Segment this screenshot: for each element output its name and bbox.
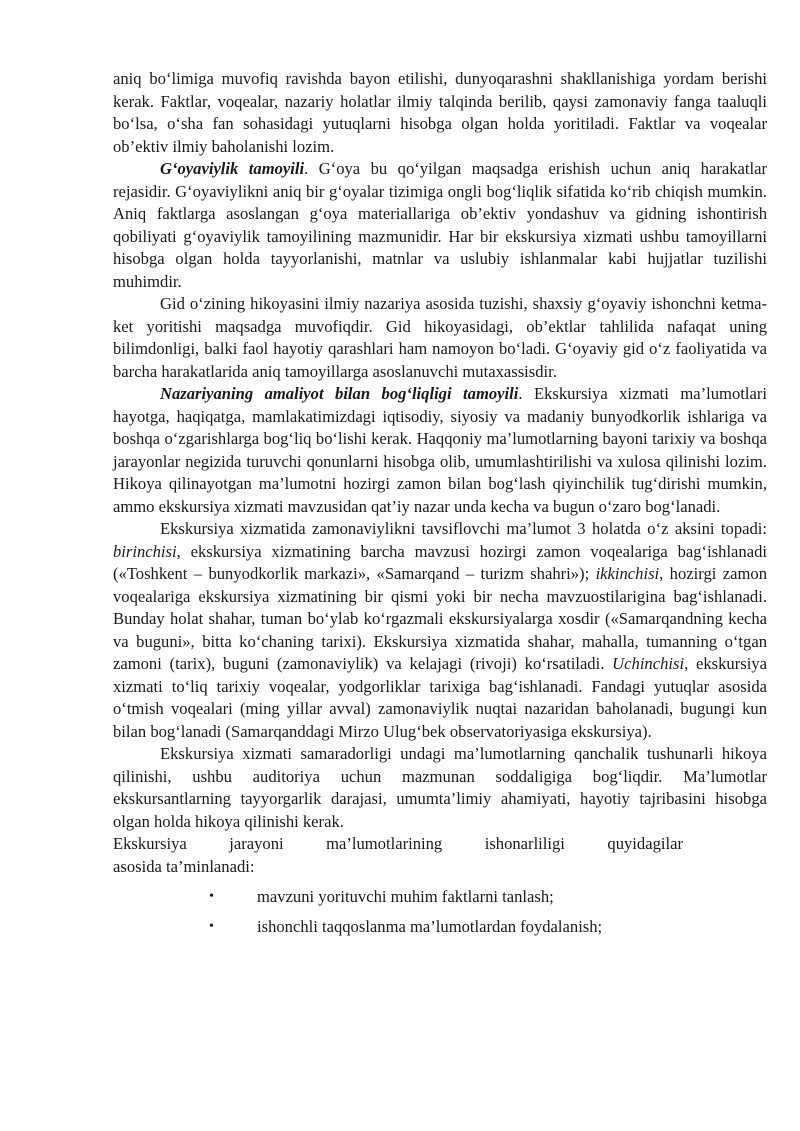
- list-item-text: mavzuni yorituvchi muhim faktlarni tanlash;: [257, 887, 554, 906]
- bullet-list: [113, 882, 767, 942]
- lead-word: Ekskursiya: [113, 834, 187, 853]
- paragraph-text: , hozirgi zamon voqealariga ekskursiya xizmatining bir qismi yoki bir necha mavzuostilarigina bag‘ishlanadi. Bunday holat shahar, tuman bo‘ylab ko‘rgazmali ekskursiyalarga xosdir («Samarqandning kecha va buguni», bitta ko‘chaning tarixi). Ekskursiya xizmatida shahar, mahalla, tumanning o‘tgan zamoni (tarix), buguni (zamonaviylik) va kelajagi (rivoji) ko‘rsatiladi.: [113, 564, 767, 673]
- list-item: [113, 882, 767, 912]
- paragraph-text: , ekskursiya xizmatining barcha mavzusi hozirgi zamon voqealariga bag‘ishlanadi («Toshkent – bunyodkorlik markazi», «Samarqand – turizm shahri»);: [113, 541, 767, 583]
- list-item-text: ishonchli taqqoslanma ma’lumotlardan foydalanish;: [257, 917, 603, 936]
- document-page: [113, 68, 767, 942]
- italic-term-second: ikkinchisi: [595, 564, 660, 583]
- paragraph-text: . Ekskursiya xizmati ma’lumotlari hayotga, haqiqatga, mamlakatimizdagi iqtisodiy, siyosiy va madaniy bunyodkorlik ishlariga va boshqa o‘zgarishlarga bog‘liq bo‘lishi kerak. Haqqoniy ma’lumotlarning bayoni tarixiy va boshqa jarayonlar negizida turuvchi qonunlarni hisobga olib, umumlashtirilishi va xulosa qilinishi lozim. Hikoya qilinayotgan ma’lumotni hozirgi zamon bilan bog‘lash qiyinchilik tug‘dirishi mumkin, ammo ekskursiya xizmati mavzusidan qat’iy nazar unda kecha va bugun o‘zaro bog‘lanadi.: [113, 384, 767, 516]
- principle-heading: Nazariyaning amaliyot bilan bog‘liqligi tamoyili: [160, 384, 519, 403]
- paragraph-ideological-principle: [113, 158, 767, 293]
- paragraph-text: , ekskursiya xizmati to‘liq tarixiy voqealar, yodgorliklar tarixiga bag‘ishlanadi. Fandagi yutuqlar asosida o‘tmish voqealari (ming yillar avval) zamonaviylik nuqtai nazaridan baholanadi, bugungi kun bilan bog‘lanadi (Samarqanddagi Mirzo Ulug‘bek observatoriyasiga ekskursiya).: [113, 654, 767, 741]
- list-lead-line: [113, 833, 683, 856]
- paragraph-modernity: [113, 518, 767, 743]
- lead-word: ma’lumotlarining: [326, 834, 443, 853]
- paragraph-effectiveness: Ekskursiya xizmati samaradorligi undagi ma’lumotlarning qanchalik tushunarli hikoya qilinishi, ushbu auditoriya uchun mazmunan soddaligiga bog‘liqdir. Ma’lumotlar ekskursantlarning tayyorgarlik darajasi, umumta’limiy ahamiyati, hayotiy tajribasini hisobga olgan holda hikoya qilinishi kerak.: [113, 744, 767, 831]
- paragraph-continuation: aniq bo‘limiga muvofiq ravishda bayon etilishi, dunyoqarashni shakllanishiga yordam berishi kerak. Faktlar, voqealar, nazariy holatlar ilmiy talqinda berilib, qaysi zamonaviy fanga taaluqli bo‘lsa, o‘sha fan sohasidagi yutuqlarni hisobga olgan holda yoritiladi. Faktlar va voqealar ob’ektiv ilmiy baholanishi lozim.: [113, 69, 767, 156]
- paragraph-theory-practice-principle: [113, 383, 767, 518]
- principle-heading: G‘oyaviylik tamoyili: [160, 159, 305, 178]
- lead-word: jarayoni: [229, 834, 284, 853]
- list-item: [113, 912, 767, 942]
- lead-word: quyidagilar: [607, 834, 683, 853]
- bullet-icon: •: [209, 889, 214, 904]
- lead-word: ishonarliligi: [484, 834, 565, 853]
- paragraph-text: Ekskursiya xizmatida zamonaviylikni tavsiflovchi ma’lumot 3 holatda o‘z aksini topadi:: [160, 519, 767, 538]
- paragraph-text: . G‘oya bu qo‘yilgan maqsadga erishish uchun aniq harakatlar rejasidir. G‘oyaviylikni aniq bir g‘oyalar tizimiga ongli bog‘liqlik sifatida ko‘rib chiqish mumkin. Aniq faktlarga asoslangan g‘oya materiallariga ob’ektiv yondashuv va gidning ishontirish qobiliyati g‘oyaviylik tamoyilining mazmunidir. Har bir ekskursiya xizmati ushbu tamoyillarni hisobga olgan holda tayyorlanishi, matnlar va uslubiy ishlanmalar kabi hujjatlar tuzilishi muhimdir.: [113, 159, 767, 291]
- bullet-icon: •: [209, 919, 214, 934]
- italic-term-third: Uchinchisi: [612, 654, 685, 673]
- paragraph-guide-story: Gid o‘zining hikoyasini ilmiy nazariya asosida tuzishi, shaxsiy g‘oyaviy ishonchni ketma-ket yoritishi maqsadga muvofiqdir. Gid hikoyasidagi, ob’ektlar tahlilida nafaqat uning bilimdonligi, balki faol hayotiy qarashlari ham namoyon bo‘ladi. G‘oyaviy gid o‘z faoliyatida va barcha harakatlarida aniq tamoyillarga asoslanuvchi mutaxassisdir.: [113, 294, 767, 381]
- italic-term-first: birinchisi: [113, 541, 177, 561]
- list-lead-tail: asosida ta’minlanadi:: [113, 856, 255, 876]
